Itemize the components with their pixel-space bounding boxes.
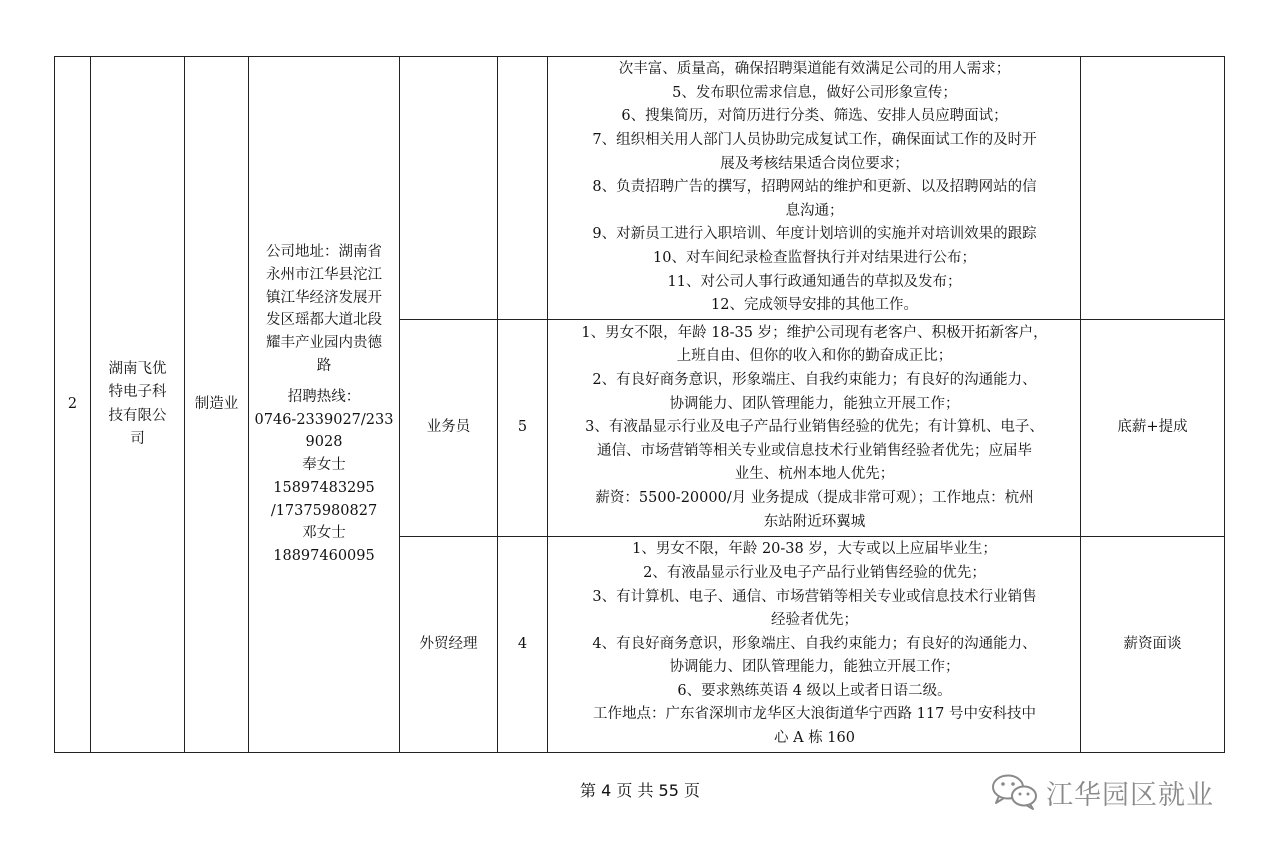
contact-line: 招聘热线： [287,388,361,405]
duty-line: 7、组织相关用人部门人员协助完成复试工作，确保面试工作的及时开 [592,132,1037,149]
company-name-line: 司 [130,431,145,447]
contact-line: 0746-2339027/233 [254,411,394,428]
contact-info [249,57,400,753]
duty-line: 3、有计算机、电子、通信、市场营销等相关专业或信息技术行业销售 [592,588,1037,605]
row-index: 2 [55,57,91,753]
duty-line: 展及考核结果适合岗位要求； [720,155,909,172]
duty-line: 9、对新员工进行入职培训、年度计划培训的实施并对培训效果的跟踪 [592,226,1037,243]
duty-line: 4、有良好商务意识，形象端庄、自我约束能力；有良好的沟通能力、 [592,635,1037,652]
contact-line: 15897483295 [273,479,375,496]
position-duties [548,57,1081,320]
total-pages: 55 [658,781,679,800]
position-duties [548,537,1081,753]
table-row [55,57,1225,320]
duty-line: 次丰富、质量高，确保招聘渠道能有效满足公司的用人需求； [618,61,1011,78]
duty-line: 3、有液晶显示行业及电子产品行业销售经验的优先；有计算机、电子、 [585,419,1044,436]
position-salary: 薪资面谈 [1081,537,1225,753]
watermark [990,772,1214,812]
company-name [91,57,185,753]
company-name-line: 湖南飞优 [108,360,167,377]
contact-line: 邓女士 [302,525,346,542]
contact-line: 镇江华经济发展开 [266,289,382,306]
footer-prefix: 第 [579,781,596,800]
position-title [400,57,498,320]
contact-line: 发区瑶都大道北段 [266,312,382,329]
duty-line: 薪资：5500-20000/月 业务提成（提成非常可观）；工作地点：杭州 [595,489,1034,506]
company-name-line: 技有限公 [108,407,167,424]
duty-line: 6、搜集简历，对简历进行分类、筛选、安排人员应聘面试； [621,108,1008,125]
duty-line: 经验者优先； [771,612,858,629]
duty-line: 2、有液晶显示行业及电子产品行业销售经验的优先； [643,564,986,581]
position-count: 4 [498,537,548,753]
duty-line: 11、对公司人事行政通知通告的草拟及发布； [667,273,962,290]
duty-line: 12、完成领导安排的其他工作。 [711,297,918,314]
duty-line: 5、发布职位需求信息，做好公司形象宣传； [672,84,957,101]
duty-line: 工作地点：广东省深圳市龙华区大浪街道华宁西路 117 号中安科技中 [593,706,1036,723]
duty-line: 协调能力、团队管理能力，能独立开展工作； [669,659,960,676]
contact-line: 9028 [305,434,343,451]
contact-line: /17375980827 [270,502,378,519]
contact-line: 永州市江华县沱江 [266,266,382,283]
contact-line: 18897460095 [273,548,375,565]
position-salary: 底薪+提成 [1081,320,1225,537]
position-duties [548,320,1081,537]
watermark-text: 江华园区就业 [1046,779,1214,811]
duty-line: 通信、市场营销等相关专业或信息技术行业销售经验者优先；应届毕 [597,442,1032,459]
duty-line: 10、对车间纪录检查监督执行并对结果进行公布； [653,249,976,266]
position-count [498,57,548,320]
duty-line: 8、负责招聘广告的撰写，招聘网站的维护和更新、以及招聘网站的信 [592,179,1037,196]
job-listing-table [54,56,1225,753]
contact-line: 路 [316,357,332,374]
duty-line: 业生、杭州本地人优先； [734,466,895,483]
contact-line: 公司地址：湖南省 [266,243,382,260]
footer-middle: 页 共 [616,781,654,800]
duty-line: 6、要求熟练英语 4 级以上或者日语二级。 [677,682,952,699]
footer-suffix: 页 [684,781,701,800]
duty-line: 1、男女不限，年龄 18-35 岁；维护公司现有老客户、积极开拓新客户， [581,324,1048,341]
duty-line: 息沟通； [785,202,844,219]
contact-line: 奉女士 [302,457,346,474]
duty-line: 心 A 栋 160 [774,730,855,747]
industry: 制造业 [185,57,249,753]
duty-line: 协调能力、团队管理能力，能独立开展工作； [669,395,960,412]
position-title: 外贸经理 [400,537,498,753]
duty-line: 东站附近环翼城 [763,513,866,530]
wechat-icon [990,772,1040,812]
position-count: 5 [498,320,548,537]
duty-line: 1、男女不限，年龄 20-38 岁，大专或以上应届毕业生； [632,541,997,558]
contact-line: 耀丰产业园内贵德 [266,335,382,352]
position-salary [1081,57,1225,320]
duty-line: 2、有良好商务意识，形象端庄、自我约束能力；有良好的沟通能力、 [592,372,1037,389]
position-title: 业务员 [400,320,498,537]
page-number: 4 [601,781,612,800]
company-name-line: 特电子科 [108,384,167,400]
duty-line: 上班自由、但你的收入和你的勤奋成正比； [676,348,953,365]
